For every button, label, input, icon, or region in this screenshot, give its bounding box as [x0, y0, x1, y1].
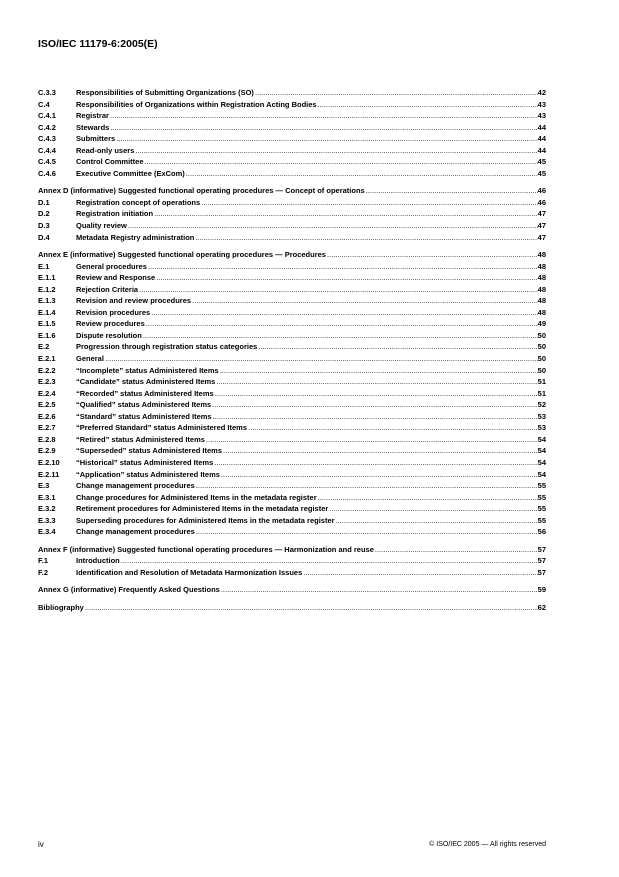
toc-dot-leader [317, 492, 538, 504]
toc-dot-leader [150, 307, 537, 319]
toc-entry-number: E.1.2 [38, 284, 56, 294]
toc-dot-leader [220, 469, 538, 481]
toc-entry[interactable] [38, 399, 546, 411]
toc-entry-page: 57 [537, 556, 546, 566]
toc-entry-number: C.3.3 [38, 88, 56, 97]
toc-entry[interactable] [38, 480, 546, 492]
toc-entry-title: “Qualified” status Administered Items [76, 400, 212, 410]
toc-entry[interactable] [38, 185, 546, 197]
toc-entry-page: 50 [537, 365, 546, 375]
toc-dot-leader [254, 87, 538, 99]
table-of-contents [38, 87, 546, 620]
toc-entry-page: 48 [537, 307, 546, 317]
toc-entry-page: 51 [537, 388, 546, 398]
toc-entry-page: 48 [537, 273, 546, 283]
toc-dot-leader [326, 249, 538, 261]
toc-dot-leader [211, 399, 537, 411]
toc-dot-leader [215, 376, 537, 388]
toc-dot-leader [212, 411, 538, 423]
toc-entry[interactable] [38, 145, 546, 157]
toc-entry[interactable] [38, 457, 546, 469]
toc-entry-title: “Historical” status Administered Items [76, 457, 214, 467]
toc-dot-leader [222, 445, 538, 457]
toc-entry-title: General [76, 354, 104, 364]
toc-dot-leader [127, 220, 538, 232]
toc-entry-title: Superseding procedures for Administered Items in the metadata register [76, 515, 335, 525]
toc-entry-title: Read-only users [76, 145, 135, 155]
toc-entry[interactable] [38, 307, 546, 319]
toc-entry-number: E.2.11 [38, 469, 60, 479]
toc-dot-leader [191, 295, 538, 307]
toc-entry[interactable] [38, 341, 546, 353]
toc-entry-page: 59 [537, 585, 546, 595]
toc-entry-number: E.1.5 [38, 319, 56, 329]
toc-dot-leader [142, 330, 538, 342]
toc-entry-number: E.2.5 [38, 400, 56, 410]
toc-group [38, 185, 546, 243]
toc-entry-number: C.4.2 [38, 122, 56, 132]
toc-dot-leader [247, 422, 538, 434]
toc-entry-title: “Standard” status Administered Items [76, 411, 212, 421]
toc-entry-number: E.3 [38, 481, 50, 491]
toc-entry-page: 62 [537, 602, 546, 612]
toc-dot-leader [365, 185, 538, 197]
toc-dot-leader [219, 365, 538, 377]
toc-entry-page: 57 [537, 544, 546, 554]
toc-entry-page: 47 [537, 221, 546, 231]
toc-entry[interactable] [38, 272, 546, 284]
toc-group [38, 249, 546, 538]
toc-entry-number: D.1 [38, 197, 50, 207]
toc-group [38, 602, 546, 614]
toc-entry[interactable] [38, 110, 546, 122]
toc-entry-number: D.4 [38, 232, 50, 242]
toc-dot-leader [214, 388, 538, 400]
toc-entry-page: 46 [537, 197, 546, 207]
toc-entry-title: Rejection Criteria [76, 284, 139, 294]
toc-entry-page: 55 [537, 504, 546, 514]
toc-entry[interactable] [38, 99, 546, 111]
toc-entry[interactable] [38, 411, 546, 423]
toc-entry-number: C.4 [38, 99, 50, 109]
toc-entry-number: E.1.6 [38, 330, 56, 340]
toc-entry-title: Change management procedures [76, 481, 195, 491]
toc-entry-number: F.2 [38, 567, 49, 577]
toc-entry[interactable] [38, 122, 546, 134]
toc-entry[interactable] [38, 544, 546, 556]
toc-entry-page: 46 [537, 186, 546, 196]
toc-dot-leader [109, 110, 538, 122]
toc-entry-title: Annex G (informative) Frequently Asked Questions [38, 585, 220, 595]
toc-entry-page: 49 [537, 319, 546, 329]
toc-entry-number: E.2.3 [38, 377, 56, 387]
document-header: ISO/IEC 11179-6:2005(E) [38, 38, 158, 50]
toc-entry-number: E.2.6 [38, 411, 56, 421]
toc-entry[interactable] [38, 555, 546, 567]
toc-entry[interactable] [38, 445, 546, 457]
toc-entry-title: Responsibilities of Submitting Organizations (SO) [76, 88, 254, 97]
toc-entry-number: D.2 [38, 209, 50, 219]
toc-entry-title: “Retired” status Administered Items [76, 434, 205, 444]
toc-entry-title: Change management procedures [76, 527, 195, 537]
toc-entry-number: C.4.6 [38, 168, 56, 178]
toc-dot-leader [134, 145, 537, 157]
toc-entry-title: Executive Committee (ExCom) [76, 168, 185, 178]
toc-entry-title: Stewards [76, 122, 110, 132]
toc-entry-number: E.2.1 [38, 354, 56, 364]
toc-entry-page: 48 [537, 250, 546, 260]
toc-entry-title: Metadata Registry administration [76, 232, 195, 242]
toc-entry-title: Responsibilities of Organizations within Registration Acting Bodies [76, 99, 317, 109]
toc-entry[interactable] [38, 388, 546, 400]
toc-entry-page: 48 [537, 261, 546, 271]
toc-entry-number: E.1.3 [38, 296, 56, 306]
toc-dot-leader [195, 480, 538, 492]
toc-dot-leader [109, 122, 537, 134]
toc-entry-title: Registration initiation [76, 209, 154, 219]
toc-dot-leader [115, 133, 537, 145]
toc-entry[interactable] [38, 584, 546, 596]
toc-entry[interactable] [38, 503, 546, 515]
toc-entry-title: Annex D (informative) Suggested functional operating procedures — Concept of operations [38, 186, 365, 196]
toc-dot-leader [155, 272, 537, 284]
toc-entry-page: 51 [537, 377, 546, 387]
toc-entry[interactable] [38, 168, 546, 180]
toc-dot-leader [138, 284, 538, 296]
toc-entry-title: Annex F (informative) Suggested functional operating procedures — Harmonization and reuse [38, 544, 374, 554]
toc-dot-leader [147, 261, 538, 273]
toc-entry-page: 44 [537, 145, 546, 155]
toc-entry-title: Submitters [76, 134, 116, 144]
toc-entry-number: F.1 [38, 556, 49, 566]
toc-entry-title: Revision and review procedures [76, 296, 192, 306]
toc-entry-title: Retirement procedures for Administered Items in the metadata register [76, 504, 329, 514]
toc-dot-leader [335, 515, 538, 527]
toc-entry-title: General procedures [76, 261, 147, 271]
toc-entry-title: Introduction [76, 556, 120, 566]
toc-entry-number: E.3.2 [38, 504, 56, 514]
toc-entry-title: “Preferred Standard” status Administered Items [76, 423, 248, 433]
toc-entry-page: 54 [537, 469, 546, 479]
toc-entry-title: Annex E (informative) Suggested functional operating procedures — Procedures [38, 250, 326, 260]
toc-dot-leader [328, 503, 537, 515]
toc-entry-number: E.3.4 [38, 527, 56, 537]
toc-entry-title: Review and Response [76, 273, 156, 283]
toc-entry[interactable] [38, 365, 546, 377]
toc-entry-title: Registrar [76, 111, 109, 121]
toc-entry-number: D.3 [38, 221, 50, 231]
toc-entry-number: C.4.1 [38, 111, 56, 121]
toc-entry-title: Revision procedures [76, 307, 151, 317]
toc-dot-leader [120, 555, 538, 567]
toc-group [38, 584, 546, 596]
toc-entry[interactable] [38, 261, 546, 273]
toc-entry-page: 54 [537, 434, 546, 444]
toc-dot-leader [257, 341, 537, 353]
toc-entry[interactable] [38, 422, 546, 434]
toc-entry-number: E.1.1 [38, 273, 56, 283]
toc-entry-page: 57 [537, 567, 546, 577]
toc-dot-leader [195, 526, 538, 538]
toc-entry-title: Bibliography [38, 602, 84, 612]
toc-dot-leader [213, 457, 537, 469]
toc-entry-page: 56 [537, 527, 546, 537]
toc-entry-page: 55 [537, 481, 546, 491]
toc-entry-page: 54 [537, 457, 546, 467]
toc-entry[interactable] [38, 208, 546, 220]
toc-entry-page: 48 [537, 296, 546, 306]
toc-entry-number: E.2.8 [38, 434, 56, 444]
toc-entry-page: 43 [537, 99, 546, 109]
toc-dot-leader [194, 232, 537, 244]
toc-entry-page: 45 [537, 157, 546, 167]
toc-entry[interactable] [38, 318, 546, 330]
toc-entry-title: “Superseded” status Administered Items [76, 446, 223, 456]
toc-entry-page: 55 [537, 515, 546, 525]
toc-entry[interactable] [38, 434, 546, 446]
toc-entry-title: “Recorded” status Administered Items [76, 388, 214, 398]
toc-dot-leader [185, 168, 538, 180]
footer-copyright: © ISO/IEC 2005 — All rights reserved [429, 841, 546, 848]
toc-entry-page: 50 [537, 354, 546, 364]
toc-entry-number: E.3.3 [38, 515, 56, 525]
toc-entry[interactable] [38, 567, 546, 579]
toc-entry-number: E.3.1 [38, 492, 56, 502]
toc-dot-leader [84, 602, 538, 614]
toc-dot-leader [302, 567, 537, 579]
toc-entry-title: Progression through registration status categories [76, 342, 258, 352]
toc-entry-title: Identification and Resolution of Metadata Harmonization Issues [76, 567, 303, 577]
toc-entry-page: 47 [537, 232, 546, 242]
toc-entry-number: E.1.4 [38, 307, 56, 317]
toc-entry-number: E.2.7 [38, 423, 56, 433]
toc-entry-title: Registration concept of operations [76, 197, 201, 207]
toc-entry[interactable] [38, 526, 546, 538]
toc-entry-page: 53 [537, 411, 546, 421]
toc-entry-number: C.4.4 [38, 145, 56, 155]
toc-entry[interactable] [38, 197, 546, 209]
toc-entry-page: 44 [537, 134, 546, 144]
toc-entry-title: “Application” status Administered Items [76, 469, 220, 479]
toc-dot-leader [220, 584, 538, 596]
toc-entry-number: E.2.10 [38, 457, 60, 467]
toc-entry[interactable] [38, 220, 546, 232]
toc-entry[interactable] [38, 353, 546, 365]
toc-entry[interactable] [38, 330, 546, 342]
toc-entry-page: 50 [537, 342, 546, 352]
toc-entry-page: 47 [537, 209, 546, 219]
toc-entry[interactable] [38, 295, 546, 307]
toc-entry-page: 48 [537, 284, 546, 294]
toc-entry[interactable] [38, 284, 546, 296]
toc-entry-title: Control Committee [76, 157, 144, 167]
toc-entry[interactable] [38, 87, 546, 99]
toc-entry-page: 42 [537, 88, 546, 97]
toc-entry-title: Dispute resolution [76, 330, 142, 340]
toc-entry-number: E.2.4 [38, 388, 56, 398]
toc-entry[interactable] [38, 249, 546, 261]
toc-entry-number: E.2.9 [38, 446, 56, 456]
toc-entry-title: Review procedures [76, 319, 145, 329]
footer-page-number: iv [38, 840, 44, 849]
toc-entry[interactable] [38, 492, 546, 504]
toc-entry-title: “Candidate” status Administered Items [76, 377, 216, 387]
toc-dot-leader [200, 197, 537, 209]
toc-entry-number: C.4.3 [38, 134, 56, 144]
toc-group [38, 544, 546, 579]
toc-entry-title: Quality review [76, 221, 127, 231]
toc-entry-page: 54 [537, 446, 546, 456]
toc-entry[interactable] [38, 376, 546, 388]
toc-entry-number: E.2 [38, 342, 50, 352]
toc-entry[interactable] [38, 515, 546, 527]
toc-entry-title: Change procedures for Administered Items in the metadata register [76, 492, 317, 502]
toc-dot-leader [317, 99, 538, 111]
toc-dot-leader [205, 434, 538, 446]
toc-dot-leader [104, 353, 538, 365]
toc-entry-page: 52 [537, 400, 546, 410]
toc-dot-leader [374, 544, 538, 556]
toc-entry-page: 45 [537, 168, 546, 178]
toc-entry[interactable] [38, 156, 546, 168]
toc-entry-number: E.1 [38, 261, 50, 271]
toc-entry-page: 44 [537, 122, 546, 132]
toc-entry-number: C.4.5 [38, 157, 56, 167]
toc-dot-leader [144, 156, 538, 168]
toc-entry[interactable] [38, 232, 546, 244]
toc-entry[interactable] [38, 602, 546, 614]
toc-entry-page: 53 [537, 423, 546, 433]
toc-entry-page: 43 [537, 111, 546, 121]
toc-entry-number: E.2.2 [38, 365, 56, 375]
toc-entry[interactable] [38, 133, 546, 145]
toc-entry-title: “Incomplete” status Administered Items [76, 365, 219, 375]
toc-entry-page: 50 [537, 330, 546, 340]
toc-dot-leader [145, 318, 538, 330]
toc-entry[interactable] [38, 469, 546, 481]
toc-group [38, 87, 546, 179]
toc-entry-page: 55 [537, 492, 546, 502]
toc-dot-leader [153, 208, 538, 220]
